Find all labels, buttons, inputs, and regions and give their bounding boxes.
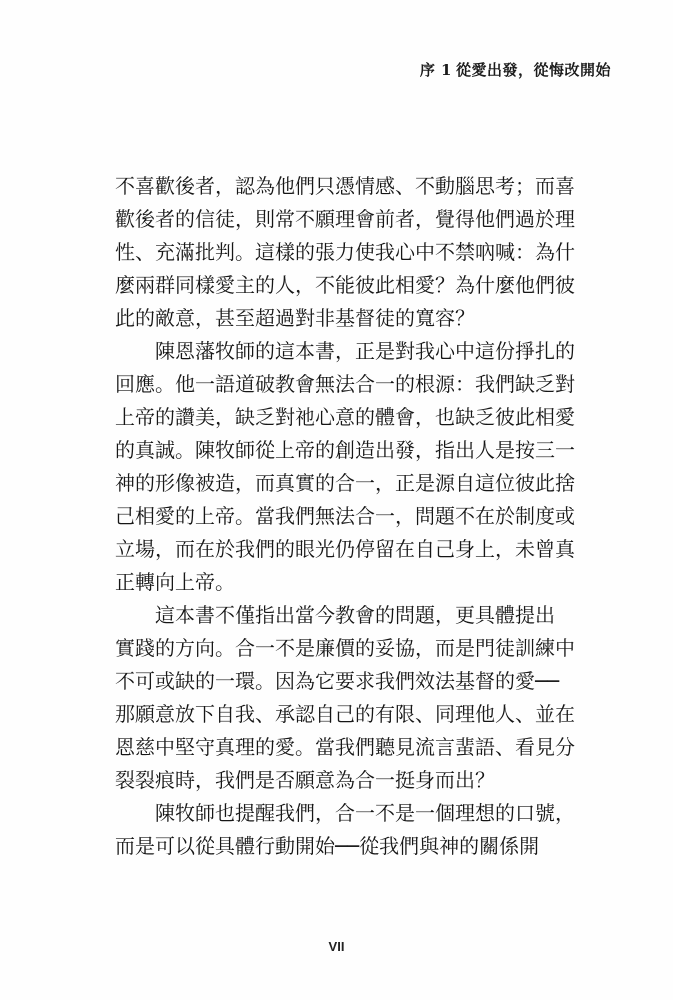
text-line: 裂裂痕時，我們是否願意為合一挺身而出？ [115,768,495,792]
chapter-number: 序 1 [419,61,452,79]
text-line: 性、充滿批判。這樣的張力使我心中不禁吶喊：為什 [115,240,575,264]
text-line: 回應。他一語道破教會無法合一的根源：我們缺乏對 [115,372,575,396]
text-line: 恩慈中堅守真理的愛。當我們聽見流言蜚語、看見分 [115,735,575,759]
text-line: 歡後者的信徒，則常不願理會前者，覺得他們過於理 [115,207,575,231]
text-line: 神的形像被造，而真實的合一，正是源自這位彼此捨 [115,471,575,495]
text-line: 那願意放下自我、承認自己的有限、同理他人、並在 [115,702,575,726]
running-header [420,59,611,80]
text-line: 此的敵意，甚至超過對非基督徒的寬容？ [115,306,475,330]
text-line: 不可或缺的一環。因為它要求我們效法基督的愛── [115,669,560,693]
text-line: 麼兩群同樣愛主的人，不能彼此相愛？為什麼他們彼 [115,273,575,297]
text-line: 己相愛的上帝。當我們無法合一，問題不在於制度或 [115,504,575,528]
page-number: VII [328,939,345,954]
text-line: 立場，而在於我們的眼光仍停留在自己身上，未曾真 [115,537,575,561]
text-line: 陳牧師也提醒我們，合一不是一個理想的口號， [155,801,575,825]
text-line: 實踐的方向。合一不是廉價的妥協，而是門徒訓練中 [115,636,575,660]
text-line: 上帝的讚美，缺乏對祂心意的體會，也缺乏彼此相愛 [115,405,575,429]
text-line: 這本書不僅指出當今教會的問題，更具體提出 [155,603,555,627]
text-line: 陳恩藩牧師的這本書，正是對我心中這份掙扎的 [155,339,575,363]
text-line: 的真誠。陳牧師從上帝的創造出發，指出人是按三一 [115,438,575,462]
text-line: 不喜歡後者，認為他們只憑情感、不動腦思考；而喜 [115,174,575,198]
chapter-title: 從愛出發，從悔改開始 [455,61,611,79]
text-line: 而是可以從具體行動開始──從我們與神的關係開 [115,834,540,858]
body-text [115,170,575,863]
text-line: 正轉向上帝。 [115,570,235,594]
